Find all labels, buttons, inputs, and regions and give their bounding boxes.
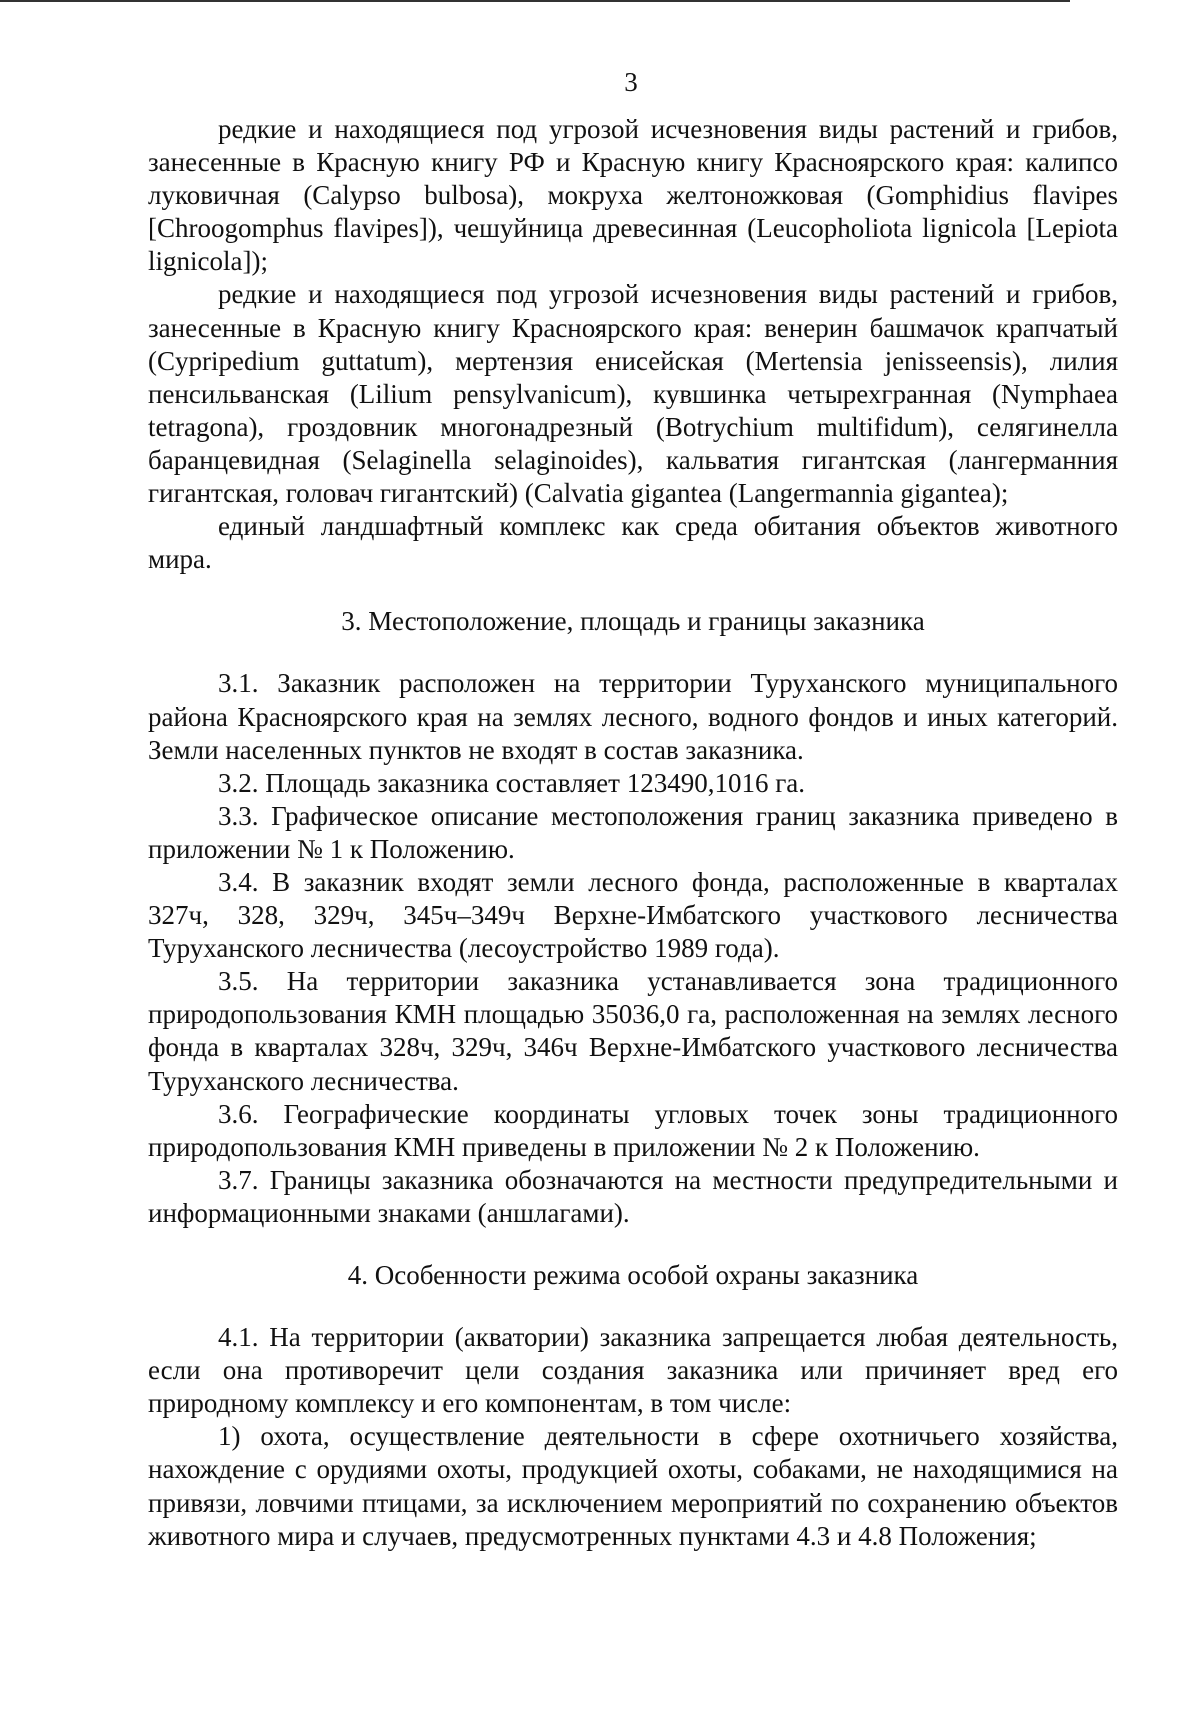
- paragraph-red-book-krasnoyarsk: редкие и находящиеся под угрозой исчезновения виды растений и грибов, занесенные в Красную книгу Красноярского края: венерин башмачок крапчатый (Cypripedium guttatum), мертензия енисейская (Mertensia jenisseensis), лилия пенсильванская (Lilium pensylvanicum), кувшинка четырехгранная (Nymphaea tetragona), гроздовник многонадрезный (Botrychium multifidum), селягинелла баранцевидная (Selaginella selaginoides), кальватия гигантская (лангерманния гигантская, головач гигантский) (Calvatia gigantea (Langermannia gigantea);: [148, 279, 1118, 509]
- paragraph-3-4: 3.4. В заказник входят земли лесного фонда, расположенные в кварталах 327ч, 328, 329ч, 345ч–349ч Верхне-Имбатского участкового лесничества Туруханского лесничества (лесоустройство 1989 года).: [148, 866, 1118, 964]
- paragraph-3-2: 3.2. Площадь заказника составляет 123490,1016 га.: [218, 767, 806, 798]
- section-4-heading: 4. Особенности режима особой охраны заказника: [347, 1260, 919, 1290]
- document-body: [148, 113, 1118, 1553]
- paragraph-3-6: 3.6. Географические координаты угловых точек зоны традиционного природопользования КМН приведены в приложении № 2 к Положению.: [148, 1098, 1118, 1162]
- paragraph-4-1: 4.1. На территории (акватории) заказника запрещается любая деятельность, если она противоречит цели создания заказника или причиняет вред его природному комплексу и его компонентам, в том числе:: [148, 1322, 1118, 1419]
- paragraph-landscape-complex: единый ландшафтный комплекс как среда обитания объектов животного мира.: [148, 511, 1118, 575]
- paragraph-4-1-item-1: 1) охота, осуществление деятельности в сфере охотничьего хозяйства, нахождение с орудиями охоты, продукцией охоты, собаками, не находящимися на привязи, ловчими птицами, за исключением мероприятий по сохранению объектов животного мира и случаев, предусмотренных пунктами 4.3 и 4.8 Положения;: [148, 1421, 1118, 1551]
- top-border-line: [0, 0, 1070, 2]
- page-number: 3: [624, 67, 638, 97]
- paragraph-3-1: 3.1. Заказник расположен на территории Туруханского муниципального района Красноярского края на землях лесного, водного фондов и иных категорий. Земли населенных пунктов не входят в состав заказника.: [148, 668, 1118, 765]
- paragraph-3-3: 3.3. Графическое описание местоположения границ заказника приведено в приложении № 1 к Положению.: [148, 800, 1118, 864]
- paragraph-3-7: 3.7. Границы заказника обозначаются на местности предупредительными и информационными знаками (аншлагами).: [148, 1164, 1118, 1228]
- section-3-heading: 3. Местоположение, площадь и границы заказника: [341, 606, 925, 637]
- paragraph-red-book-rf: редкие и находящиеся под угрозой исчезновения виды растений и грибов, занесенные в Красную книгу РФ и Красную книгу Красноярского края: калипсо луковичная (Calypso bulbosa), мокруха желтоножковая (Gomphidius flavipes [Chroogomphus flavipes]), чешуйница древесинная (Leucopholiota lignicola [Lepiota lignicola]);: [148, 114, 1118, 277]
- paragraph-3-5: 3.5. На территории заказника устанавливается зона традиционного природопользования КМН площадью 35036,0 га, расположенная на землях лесного фонда в кварталах 328ч, 329ч, 346ч Верхне-Имбатского участкового лесничества Туруханского лесничества.: [148, 966, 1118, 1096]
